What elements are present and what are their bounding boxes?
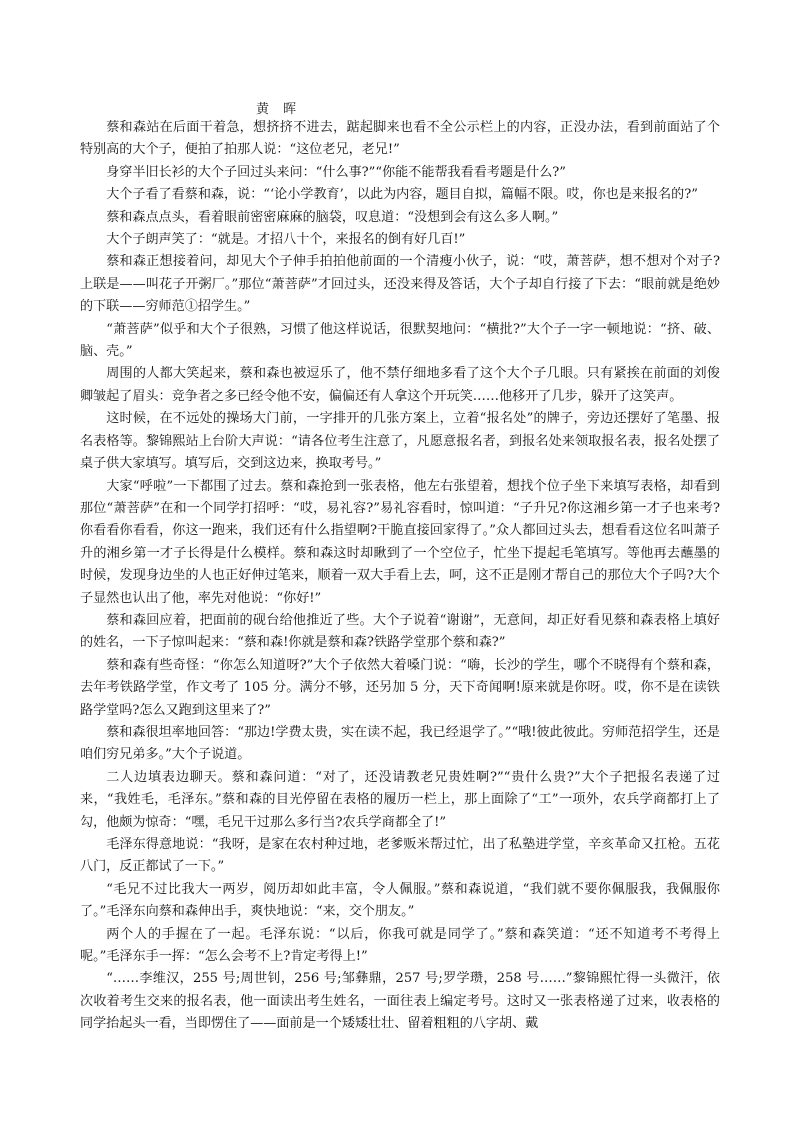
paragraph-14: 二人边填表边聊天。蔡和森问道：“对了，还没请教老兄贵姓啊?”“贵什么贵?”大个子把报名表递了过来，“我姓毛，毛泽东。”蔡和森的目光停留在表格的履历一栏上，那上面除了“工”一项外，农兵学商都打上了勾，他颇为惊奇：“嘿，毛兄干过那么多行当?农兵学商都全了!”	[80, 769, 720, 830]
paragraph-9: 这时候，在不远处的操场大门前，一字排开的几张方案上，立着“报名处”的牌子，旁边还摆好了笔墨、报名表格等。黎锦熙站上台阶大声说：“请各位考生注意了，凡愿意报名者，到报名处来领取报名表，报名处摆了桌子供大家填写。填写后，交到这边来，换取考号。”	[80, 411, 720, 472]
paragraph-2: 身穿半旧长衫的大个子回过头来问：“什么事?”“你能不能帮我看看考题是什么?”	[106, 164, 567, 180]
paragraph-11: 蔡和森回应着，把面前的砚台给他推近了些。大个子说着“谢谢”，无意间，却正好看见蔡和森表格上填好的姓名，一下子惊叫起来：“蔡和森!你就是蔡和森?铁路学堂那个蔡和森?”	[80, 612, 720, 651]
paragraph-13: 蔡和森很坦率地回答：“那边!学费太贵，实在读不起，我已经退学了。”“哦!彼此彼此。穷师范招学生，还是咱们穷兄弟多。”大个子说道。	[80, 724, 720, 763]
paragraph-12: 蔡和森有些奇怪：“你怎么知道呀?”大个子依然大着嗓门说：“嗨，长沙的学生，哪个不晓得有个蔡和森，去年考铁路学堂，作文考了 105 分。满分不够，还另加 5 分，天下奇闻啊!原来就是你呀。哎，你不是在读铁路学堂吗?怎么又跑到这里来了?”	[80, 657, 720, 718]
paragraph-8: 周围的人都大笑起来，蔡和森也被逗乐了，他不禁仔细地多看了这个大个子几眼。只有紧挨在前面的刘俊卿皱起了眉头：竞争者之多已经令他不安，偏偏还有人拿这个开玩笑……他移开了几步，躲开了这笑声。	[80, 366, 720, 404]
paragraph-16: “毛兄不过比我大一两岁，阅历却如此丰富，令人佩服。”蔡和森说道，“我们就不要你佩服我，我佩服你了。”毛泽东向蔡和森伸出手，爽快地说：“来，交个朋友。”	[80, 881, 720, 920]
paragraph-4: 蔡和森点点头，看着眼前密密麻麻的脑袋，叹息道：“没想到会有这么多人啊。”	[106, 209, 559, 225]
paragraph-15: 毛泽东得意地说：“我呀，是家在农村种过地，老爹贩米帮过忙，出了私塾进学堂，辛亥革命又扛枪。五花八门，反正都试了一下。”	[80, 837, 720, 875]
paragraph-10: 大家“呼啦”一下都围了过去。蔡和森抢到一张表格，他左右张望着，想找个位子坐下来填写表格，却看到那位“萧菩萨”在和一个同学打招呼：“哎，易礼容?”易礼容看时，惊叫道：“子升兄?你这湘乡第一才子也来考?你看看你看看，你这一跑来，我们还有什么指望啊?干脆直接回家得了。”众人都回过头去，想看看这位名叫萧子升的湘乡第一才子长得是什么模样。蔡和森这时却瞅到了一个空位子，忙坐下提起毛笔填写。等他再去蘸墨的时候，发现身边坐的人也正好伸过笔来，顺着一双大手看上去，呵，这不正是刚才帮自己的那位大个子吗?大个子显然也认出了他，率先对他说：“你好!”	[80, 478, 720, 606]
paragraph-3: 大个子看了看蔡和森，说：“‘论小学教育’，以此为内容，题目自拟，篇幅不限。哎，你也是来报名的?”	[106, 187, 698, 203]
paragraph-17: 两个人的手握在了一起。毛泽东说：“以后，你我可就是同学了。”蔡和森笑道：“还不知道考不考得上呢。”毛泽东手一挥：“怎么会考不上?肯定考得上!”	[80, 926, 720, 965]
paragraph-6: 蔡和森正想接着问，却见大个子伸手拍拍他前面的一个清瘦小伙子，说：“哎，萧菩萨，想不想对个对子?上联是——叫花子开粥厂。”那位“萧菩萨”才回过头，还没来得及答话，大个子却自行接了下去：“眼前就是绝妙的下联——穷师范①招学生。”	[80, 254, 720, 315]
paragraph-7: “萧菩萨”似乎和大个子很熟，习惯了他这样说话，很默契地问：“横批?”大个子一字一顿地说：“挤、破、脑、壳。”	[80, 321, 720, 360]
paragraph-5: 大个子朗声笑了：“就是。才招八十个，来报名的倒有好几百!”	[106, 232, 466, 248]
article-body	[80, 117, 720, 1036]
author-name: 黄 晖	[256, 102, 302, 117]
paragraph-1: 蔡和森站在后面干着急，想挤挤不进去，踮起脚来也看不全公示栏上的内容，正没办法，看到前面站了个特别高的大个子，便拍了拍那人说：“这位老兄，老兄!”	[80, 120, 720, 158]
paragraph-18: “……李维汉，255 号;周世钊，256 号;邹彝鼎，257 号;罗学瓒，258 号……”黎锦熙忙得一头微汗，依次收着考生交来的报名表，他一面读出考生姓名，一面往表上编定考号。这时又一张表格递了过来，收表格的同学抬起头一看，当即愣住了——面前是一个矮矮壮壮、留着粗粗的八字胡、戴	[80, 971, 720, 1032]
